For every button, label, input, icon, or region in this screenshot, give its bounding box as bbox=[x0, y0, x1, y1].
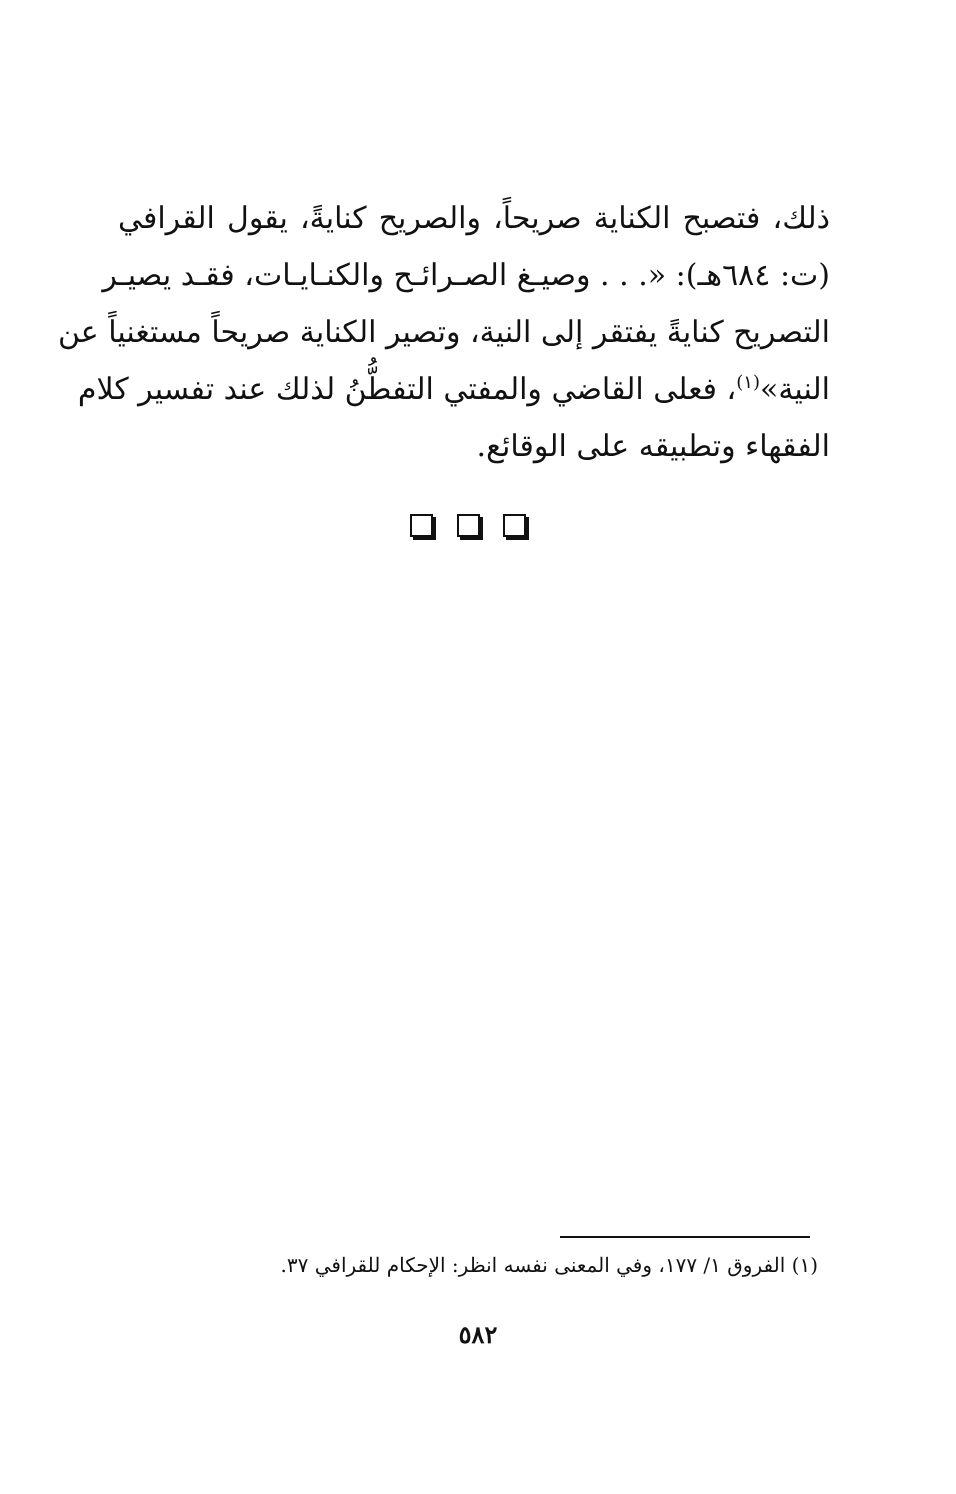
paragraph-line-3: التصريح كنايةً يفتقر إلى النية، وتصير الكناية صريحاً مستغنياً عن bbox=[57, 315, 830, 350]
paragraph-line-4-start: النية» bbox=[759, 372, 830, 407]
footnote-reference[interactable]: (١) bbox=[736, 372, 760, 393]
square-box-icon bbox=[503, 514, 526, 537]
paragraph-line-5: الفقهاء وتطبيقه على الوقائع. bbox=[476, 429, 830, 464]
square-box-icon bbox=[410, 514, 433, 537]
main-paragraph bbox=[57, 190, 830, 475]
paragraph-line-4-end: ، فعلى القاضي والمفتي التفطُّنُ لذلك عند تفسير كلام bbox=[77, 372, 737, 407]
paragraph-line-1: ذلك، فتصبح الكناية صريحاً، والصريح كنايةً، يقول القرافي bbox=[118, 201, 830, 236]
section-separator bbox=[410, 514, 526, 540]
footnote-text: الفروق ١/ ١٧٧، وفي المعنى نفسه انظر: الإحكام للقرافي ٣٧. bbox=[280, 1253, 786, 1277]
square-box-icon bbox=[457, 514, 480, 537]
page-number: ٥٨٢ bbox=[458, 1320, 498, 1349]
footnote bbox=[118, 1248, 818, 1282]
footnote-divider bbox=[560, 1236, 810, 1238]
paragraph-line-2: (ت: ٦٨٤هـ): «. . . وصيـغ الصـرائـح والكنـايـات، فقـد يصيـر bbox=[102, 258, 830, 293]
footnote-number: (١) bbox=[791, 1253, 818, 1277]
paragraph-line-4 bbox=[77, 361, 830, 418]
